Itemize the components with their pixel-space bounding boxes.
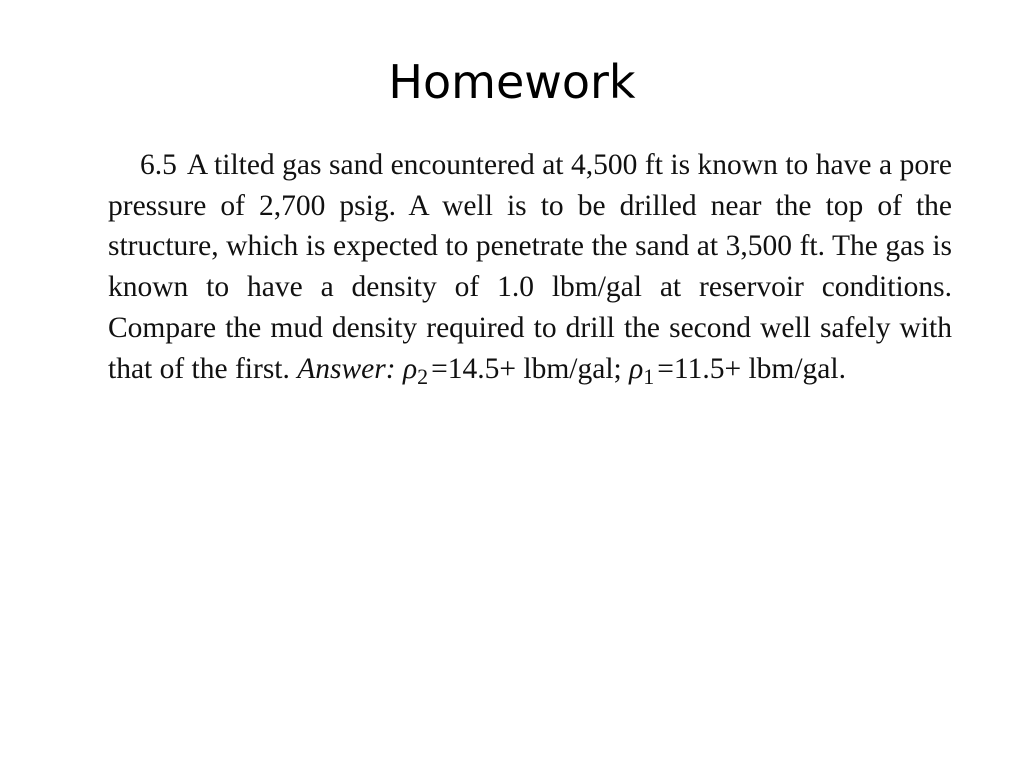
answer-value-1: =11.5+ lbm/gal. <box>657 352 846 385</box>
rho-symbol-2: ρ <box>402 352 418 385</box>
slide-title: Homework <box>388 55 636 109</box>
answer-value-2: =14.5+ lbm/gal; <box>431 352 622 385</box>
rho-symbol-1: ρ <box>629 352 644 385</box>
problem-statement: A tilted gas sand encountered at 4,500 ft is known to have a pore pressure of 2,700 psig. A well is to be drilled near the top of the structure, which is expected to penetrate the sand at 3,500 ft. The gas is known to have a density of 1.0 lbm/gal at reservoir conditions. Compare the mud density required to drill the second well safely with that of the first. <box>108 149 952 385</box>
rho-subscript-1: 1 <box>643 363 655 389</box>
rho-subscript-2: 2 <box>417 363 429 389</box>
answer-label: Answer: <box>297 352 396 385</box>
problem-number: 6.5 <box>140 149 177 181</box>
problem-text <box>108 145 952 391</box>
